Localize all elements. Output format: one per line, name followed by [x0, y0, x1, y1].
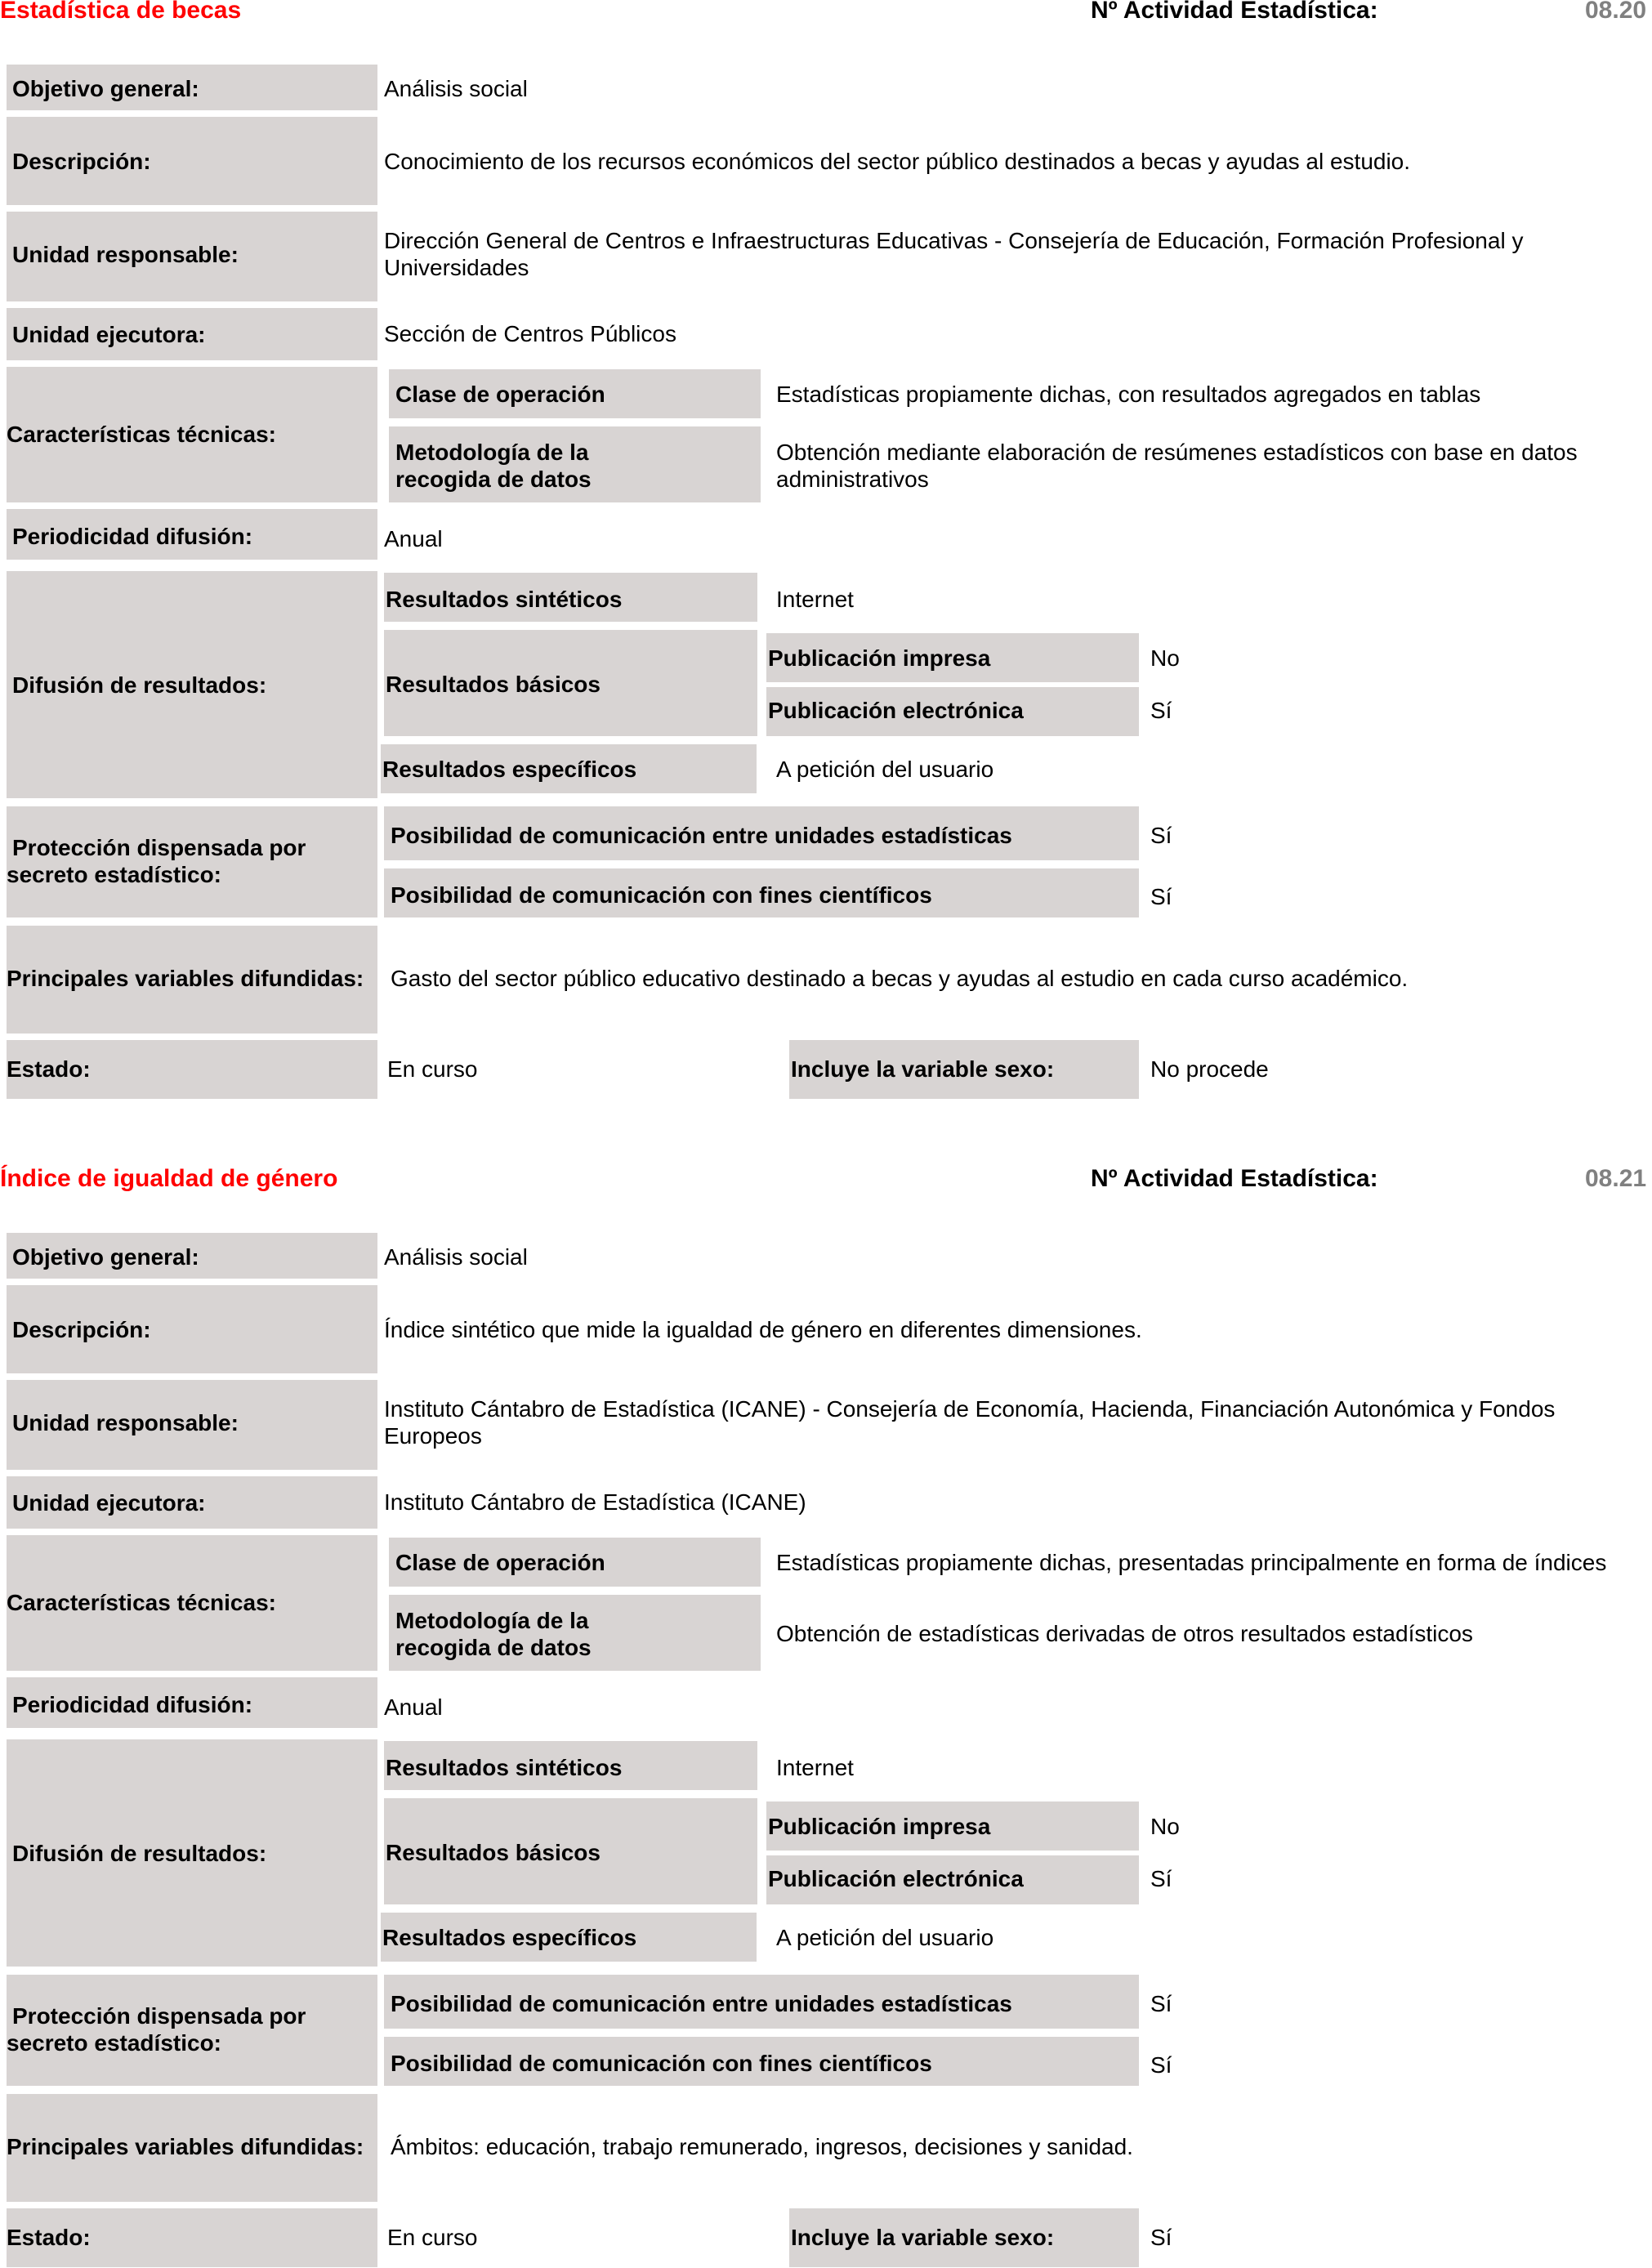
sexo-label: Incluye la variable sexo: — [791, 1056, 1055, 1082]
metodologia-label-line2: recogida de datos — [395, 1635, 592, 1660]
unidad-responsable-label: Unidad responsable: — [12, 242, 239, 267]
record-indice-igualdad-genero — [0, 1165, 1652, 2268]
caracteristicas-label: Características técnicas: — [7, 422, 276, 447]
com-cientificos-label: Posibilidad de comunicación con fines científicos — [391, 2051, 932, 2076]
metodologia-value-line1: Obtención mediante elaboración de resúmenes estadísticos con base en datos — [776, 440, 1578, 465]
metodologia-label-line1: Metodología de la — [395, 440, 589, 465]
clase-operacion-value: Estadísticas propiamente dichas, presentadas principalmente en forma de índices — [776, 1550, 1607, 1575]
estado-value: En curso — [387, 1056, 478, 1082]
unidad-ejecutora-label: Unidad ejecutora: — [12, 322, 206, 347]
metodologia-label-line2: recogida de datos — [395, 467, 592, 492]
pub-impresa-label: Publicación impresa — [768, 1814, 991, 1839]
activity-number-label: Nº Actividad Estadística: — [1091, 0, 1378, 24]
com-cientificos-value: Sí — [1150, 884, 1172, 909]
sinteticos-label: Resultados sintéticos — [386, 1755, 623, 1780]
activity-number: 08.21 — [1585, 1165, 1647, 1192]
unidad-responsable-value-line2: Europeos — [384, 1423, 482, 1449]
variables-value: Gasto del sector público educativo destinado a becas y ayudas al estudio en cada curso académico. — [391, 966, 1409, 991]
sinteticos-value: Internet — [776, 587, 854, 612]
objetivo-label: Objetivo general: — [12, 76, 199, 101]
pub-impresa-label: Publicación impresa — [768, 645, 991, 671]
especificos-value: A petición del usuario — [776, 1925, 994, 1950]
estado-label: Estado: — [7, 1056, 91, 1082]
sinteticos-label: Resultados sintéticos — [386, 587, 623, 612]
sexo-value: No procede — [1150, 1056, 1269, 1082]
periodicidad-value: Anual — [384, 1694, 443, 1720]
periodicidad-label: Periodicidad difusión: — [12, 524, 253, 549]
variables-label: Principales variables difundidas: — [7, 966, 364, 991]
com-cientificos-label: Posibilidad de comunicación con fines científicos — [391, 882, 932, 908]
metodologia-value-line1: Obtención de estadísticas derivadas de otros resultados estadísticos — [776, 1621, 1473, 1646]
caracteristicas-label: Características técnicas: — [7, 1590, 276, 1615]
sexo-label: Incluye la variable sexo: — [791, 2225, 1055, 2250]
especificos-label: Resultados específicos — [382, 757, 637, 782]
pub-electronica-value: Sí — [1150, 698, 1172, 723]
periodicidad-value: Anual — [384, 526, 443, 551]
pub-impresa-value: No — [1150, 645, 1180, 671]
variables-value: Ámbitos: educación, trabajo remunerado, ingresos, decisiones y sanidad. — [391, 2134, 1133, 2159]
metodologia-label-line1: Metodología de la — [395, 1608, 589, 1633]
estado-label: Estado: — [7, 2225, 91, 2250]
pub-electronica-value: Sí — [1150, 1866, 1172, 1891]
variables-label: Principales variables difundidas: — [7, 2134, 364, 2159]
descripcion-label: Descripción: — [12, 149, 151, 174]
especificos-label: Resultados específicos — [382, 1925, 637, 1950]
unidad-ejecutora-label: Unidad ejecutora: — [12, 1490, 206, 1516]
periodicidad-label: Periodicidad difusión: — [12, 1692, 253, 1717]
proteccion-label-line1: Protección dispensada por — [12, 835, 306, 860]
descripcion-value: Índice sintético que mide la igualdad de género en diferentes dimensiones. — [384, 1317, 1142, 1342]
estado-value: En curso — [387, 2225, 478, 2250]
descripcion-value: Conocimiento de los recursos económicos del sector público destinados a becas y ayudas al estudio. — [384, 149, 1411, 174]
clase-operacion-label: Clase de operación — [395, 1550, 605, 1575]
objetivo-label: Objetivo general: — [12, 1244, 199, 1270]
unidad-ejecutora-value: Sección de Centros Públicos — [384, 321, 676, 346]
com-unidades-label: Posibilidad de comunicación entre unidades estadísticas — [391, 823, 1012, 848]
com-unidades-label: Posibilidad de comunicación entre unidades estadísticas — [391, 1991, 1012, 2016]
pub-electronica-label: Publicación electrónica — [768, 1866, 1024, 1891]
unidad-responsable-value-line1: Instituto Cántabro de Estadística (ICANE) - Consejería de Economía, Hacienda, Financiación Autonómica y Fondos — [384, 1396, 1556, 1422]
com-cientificos-value: Sí — [1150, 2052, 1172, 2078]
difusion-label: Difusión de resultados: — [12, 1841, 267, 1866]
unidad-responsable-value-line2: Universidades — [384, 255, 529, 280]
objetivo-value: Análisis social — [384, 76, 528, 101]
basicos-label: Resultados básicos — [386, 1840, 601, 1865]
clase-operacion-value: Estadísticas propiamente dichas, con resultados agregados en tablas — [776, 382, 1481, 407]
sinteticos-value: Internet — [776, 1755, 854, 1780]
metodologia-value-line2: administrativos — [776, 467, 929, 492]
pub-impresa-value: No — [1150, 1814, 1180, 1839]
unidad-responsable-value-line1: Dirección General de Centros e Infraestructuras Educativas - Consejería de Educación, Formación Profesional y — [384, 228, 1524, 253]
basicos-label: Resultados básicos — [386, 672, 601, 697]
record-title: Estadística de becas — [0, 0, 242, 24]
clase-operacion-label: Clase de operación — [395, 382, 605, 407]
unidad-responsable-label: Unidad responsable: — [12, 1410, 239, 1435]
sexo-value: Sí — [1150, 2225, 1172, 2250]
activity-number: 08.20 — [1585, 0, 1647, 24]
especificos-value: A petición del usuario — [776, 757, 994, 782]
pub-electronica-label: Publicación electrónica — [768, 698, 1024, 723]
descripcion-label: Descripción: — [12, 1317, 151, 1342]
proteccion-label-line1: Protección dispensada por — [12, 2003, 306, 2029]
com-unidades-value: Sí — [1150, 1991, 1172, 2016]
proteccion-label-line2: secreto estadístico: — [7, 2030, 221, 2056]
objetivo-value: Análisis social — [384, 1244, 528, 1270]
unidad-ejecutora-value: Instituto Cántabro de Estadística (ICANE) — [384, 1489, 806, 1515]
proteccion-label-line2: secreto estadístico: — [7, 862, 221, 887]
com-unidades-value: Sí — [1150, 823, 1172, 848]
activity-number-label: Nº Actividad Estadística: — [1091, 1165, 1378, 1192]
record-title: Índice de igualdad de género — [0, 1165, 338, 1192]
difusion-label: Difusión de resultados: — [12, 672, 267, 698]
record-estadistica-becas — [0, 0, 1652, 1111]
